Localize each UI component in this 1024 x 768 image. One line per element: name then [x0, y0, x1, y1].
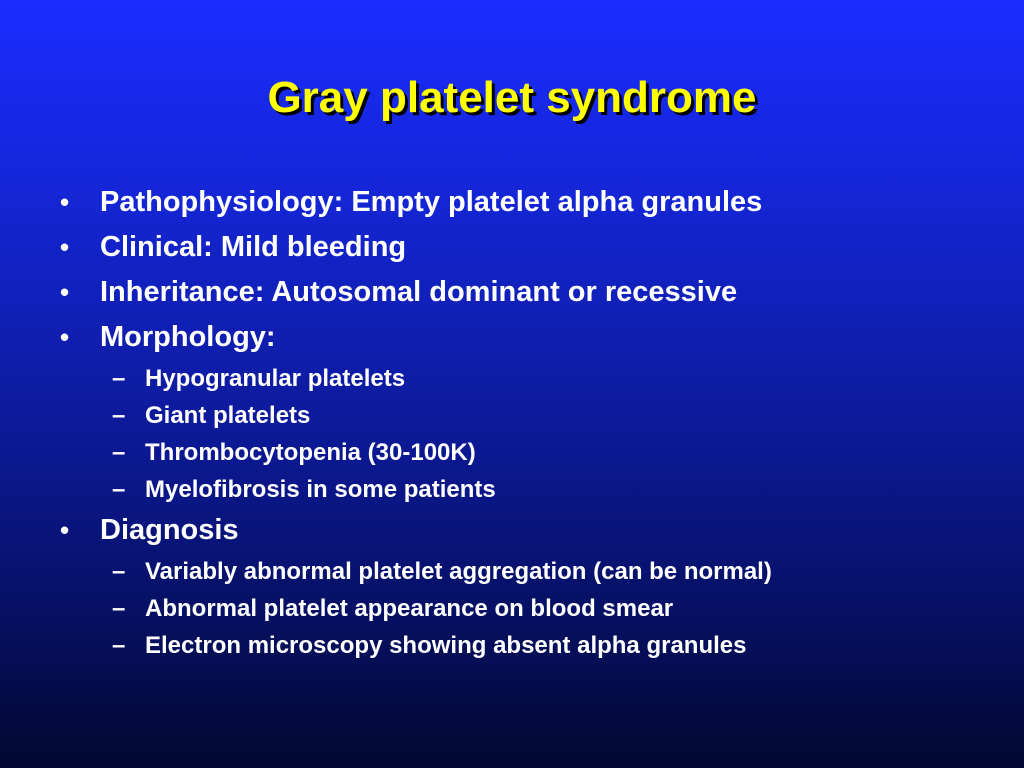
bullet-marker: • — [60, 187, 70, 217]
bullet-item — [60, 180, 1000, 225]
sub-bullet-text: Variably abnormal platelet aggregation (can be normal) — [145, 558, 772, 585]
sub-bullet-text: Abnormal platelet appearance on blood smear — [145, 595, 674, 622]
bullet-item — [60, 508, 1000, 553]
sub-bullet-item — [60, 627, 1000, 664]
bullet-item — [60, 270, 1000, 315]
bullet-item — [60, 315, 1000, 360]
sub-bullet-text: Electron microscopy showing absent alpha granules — [145, 632, 747, 659]
sub-bullet-marker: – — [112, 365, 126, 392]
sub-bullet-marker: – — [112, 632, 126, 659]
bullet-text: Clinical: Mild bleeding — [100, 231, 407, 263]
sub-bullet-item — [60, 590, 1000, 627]
sub-bullet-item — [60, 553, 1000, 590]
sub-bullet-text: Thrombocytopenia (30-100K) — [145, 439, 476, 466]
bullet-text: Morphology: — [100, 321, 276, 353]
sub-bullet-text: Myelofibrosis in some patients — [145, 476, 496, 503]
sub-bullet-item — [60, 471, 1000, 508]
sub-bullet-marker: – — [112, 402, 126, 429]
bullet-text: Pathophysiology: Empty platelet alpha granules — [100, 186, 763, 218]
bullet-text: Inheritance: Autosomal dominant or recessive — [100, 276, 738, 308]
bullet-item — [60, 225, 1000, 270]
sub-bullet-text: Giant platelets — [145, 402, 311, 429]
sub-bullet-marker: – — [112, 558, 126, 585]
sub-bullet-marker: – — [112, 595, 126, 622]
bullet-marker: • — [60, 232, 70, 262]
bullet-marker: • — [60, 322, 70, 352]
bullet-text: Diagnosis — [100, 514, 239, 546]
bullet-marker: • — [60, 277, 70, 307]
sub-bullet-marker: – — [112, 439, 126, 466]
sub-bullet-marker: – — [112, 476, 126, 503]
sub-bullet-item — [60, 360, 1000, 397]
bullet-marker: • — [60, 515, 70, 545]
sub-bullet-item — [60, 434, 1000, 471]
sub-bullet-text: Hypogranular platelets — [145, 365, 406, 392]
bullet-list — [60, 180, 1000, 664]
sub-bullet-item — [60, 397, 1000, 434]
slide-title: Gray platelet syndrome — [267, 73, 757, 122]
